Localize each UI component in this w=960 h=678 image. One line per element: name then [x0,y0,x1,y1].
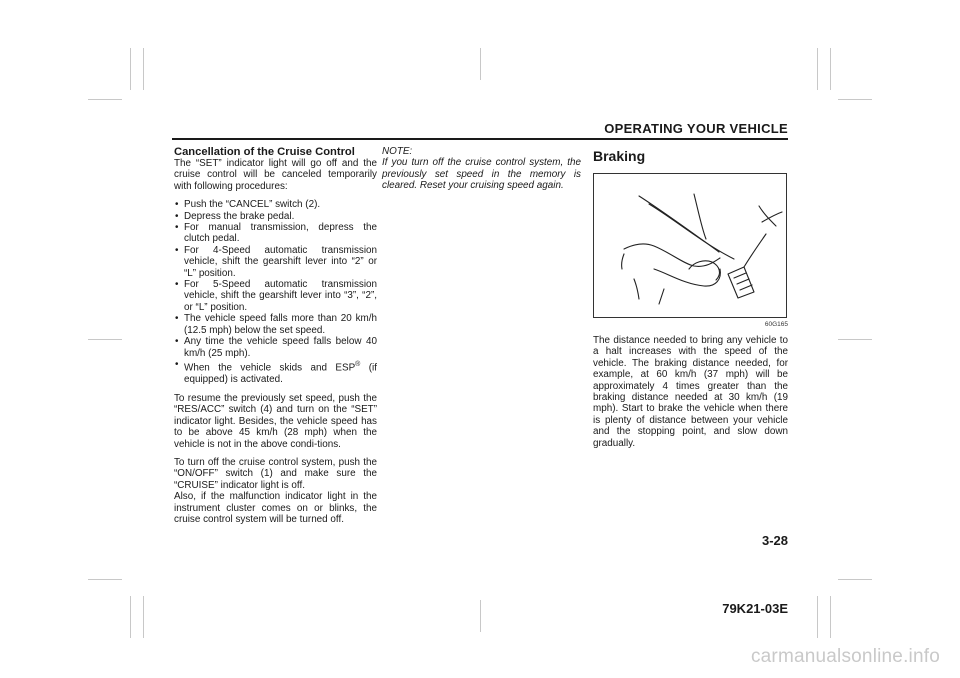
document-code: 79K21-03E [722,601,788,616]
resume-paragraph: To resume the previously set speed, push the “RES/ACC” switch (4) and turn on the “SET” indicator light. Besides, the vehicle speed has to be above 45 km/h (28 mph) when the vehicle is not in the above condi-tions. [174,393,377,450]
crop-mark [88,99,122,100]
note-text: If you turn off the cruise control system, the previously set speed in the memory is cleared. Reset your cruising speed again. [382,157,581,192]
crop-mark [838,339,872,340]
crop-mark [130,48,131,90]
crop-mark [830,48,831,90]
crop-mark [88,579,122,580]
watermark: carmanualsonline.info [750,646,940,667]
braking-paragraph: The distance needed to bring any vehicle to a halt increases with the speed of the vehicle. The braking distance needed, for example, at 60 km/h (37 mph) will be approximately 4 times greater than the braking distance needed at 30 km/h (19 mph). Start to brake the vehicle when there is plenty of distance between your vehicle and the stopping point, and slow down gradually. [593,335,788,449]
crop-mark [143,48,144,90]
crop-mark [838,579,872,580]
list-item: • Any time the vehicle speed falls below 40 km/h (25 mph). [174,336,377,359]
crop-mark [838,99,872,100]
figure-code: 60G165 [764,321,788,328]
malfunction-paragraph: Also, if the malfunction indicator light in the instrument cluster comes on or blinks, the cruise control system will be turned off. [174,491,377,526]
brake-pedal-drawing [594,174,788,319]
crop-mark [817,596,818,638]
list-item: • For manual transmission, depress the clutch pedal. [174,222,377,245]
page-number: 3-28 [761,533,788,548]
list-item: • For 4-Speed automatic transmission vehicle, shift the gearshift lever into “2” or “L” position. [174,245,377,279]
header-rule [172,138,788,140]
cancellation-list [174,199,377,385]
cancellation-intro: The “SET” indicator light will go off and the cruise control will be canceled temporarily with following procedures: [174,158,377,192]
crop-mark [480,600,481,632]
list-item: • Depress the brake pedal. [174,211,377,222]
column-note [382,146,581,192]
page-header-title: OPERATING YOUR VEHICLE [604,121,788,136]
list-item: • The vehicle speed falls more than 20 km/h (12.5 mph) below the set speed. [174,313,377,336]
note-block [382,146,581,192]
brake-pedal-illustration [593,173,787,318]
crop-mark [817,48,818,90]
crop-mark [143,596,144,638]
note-label: NOTE: [382,146,413,157]
column-braking [593,146,788,456]
list-item: • For 5-Speed automatic transmission vehicle, shift the gearshift lever into “3”, “2”, or “L” position. [174,279,377,313]
crop-mark [830,596,831,638]
crop-mark [480,48,481,80]
turn-off-paragraph: To turn off the cruise control system, push the “ON/OFF” switch (1) and make sure the “CRUISE” indicator light is off. [174,457,377,491]
list-item: • Push the “CANCEL” switch (2). [174,199,377,210]
crop-mark [88,339,122,340]
section-heading-cancellation: Cancellation of the Cruise Control [174,146,355,158]
list-item [174,359,377,385]
esp-text-rest: (if equipped) is activated. [184,362,377,385]
registered-mark: ® [355,360,361,368]
crop-mark [130,596,131,638]
section-heading-braking: Braking [593,148,646,164]
column-cruise-cancellation [174,146,377,532]
esp-text: When the vehicle skids and ESP [184,362,356,374]
